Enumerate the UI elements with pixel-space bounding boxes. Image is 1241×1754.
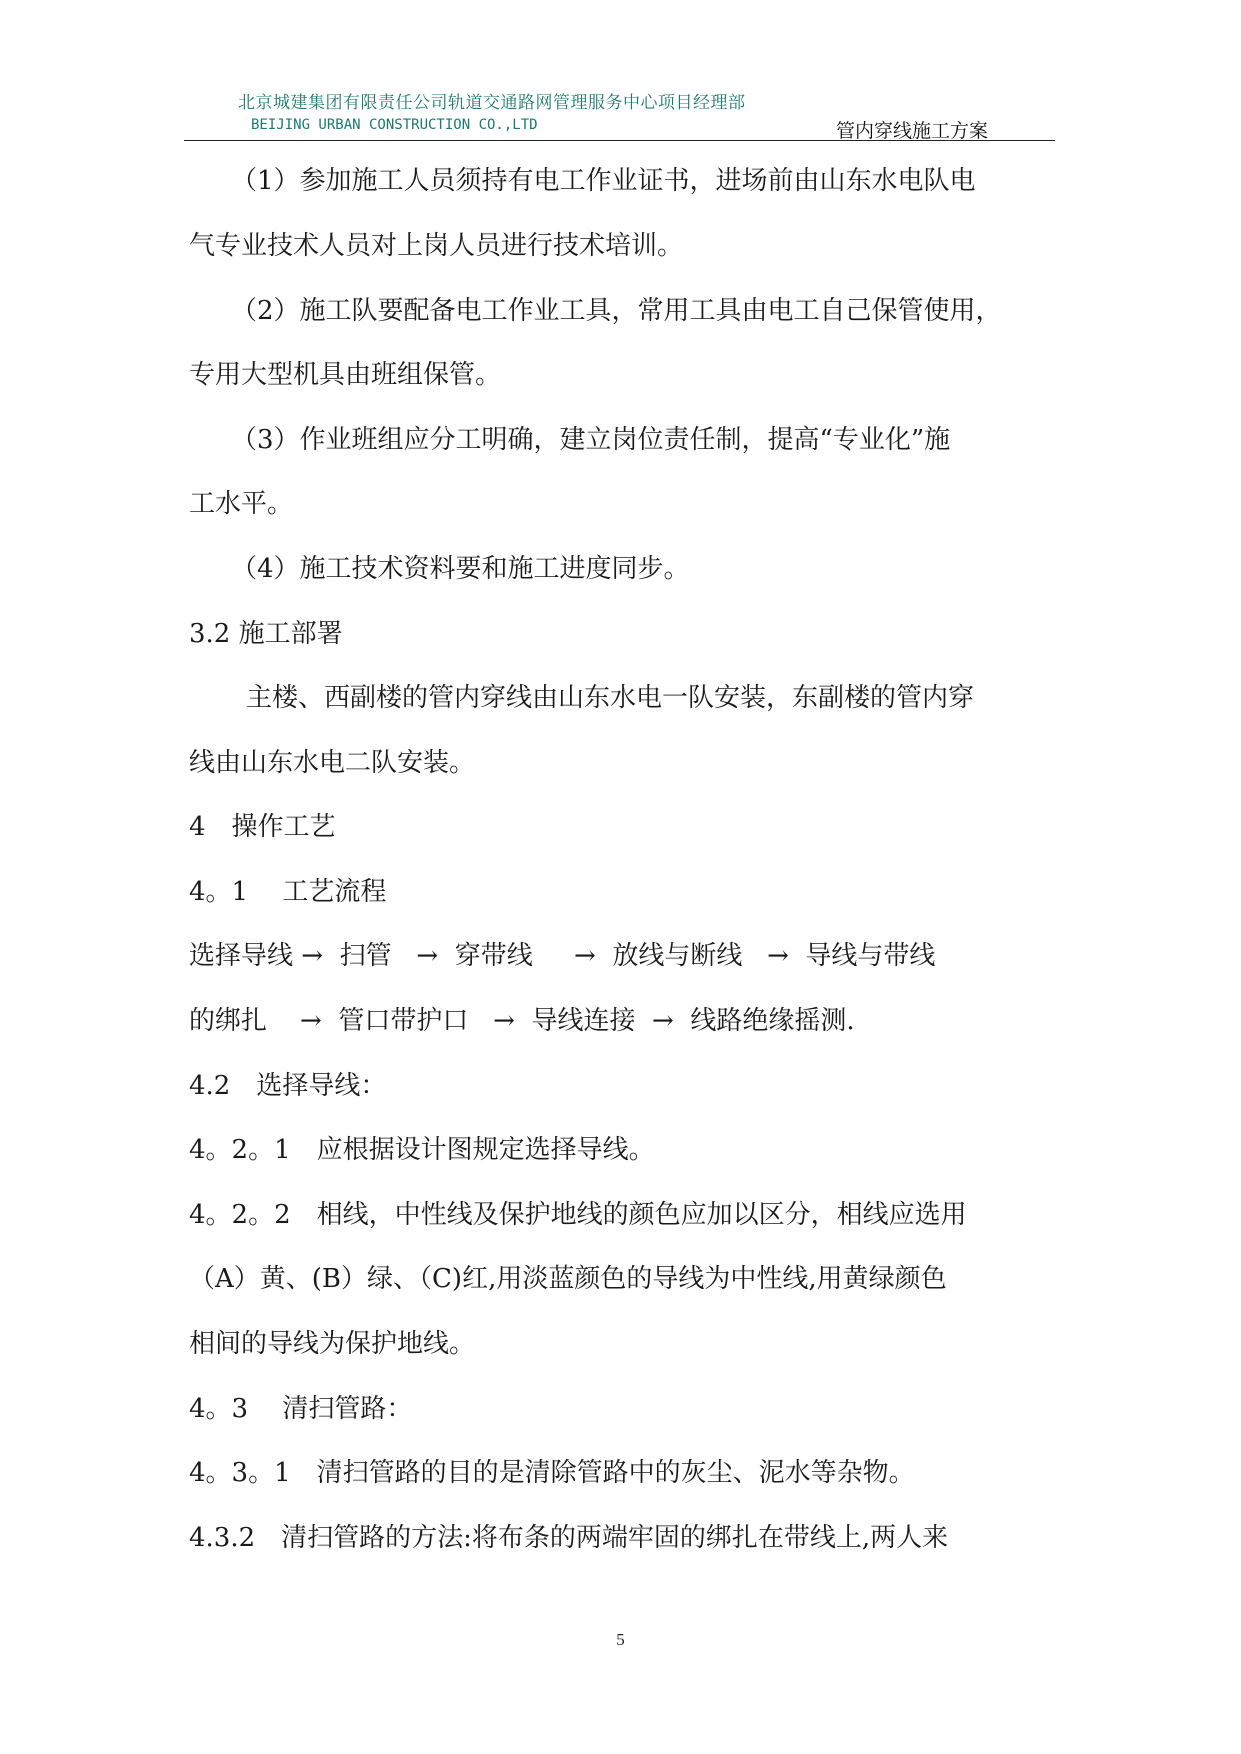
section-heading: 4。3 清扫管路： <box>189 1394 413 1424</box>
body-line: （1）参加施工人员须持有电工作业证书，进场前由山东水电队电 <box>231 166 976 196</box>
process-flow-line: 的绑扎 → 管口带护口 → 导线连接 → 线路绝缘摇测. <box>189 1006 855 1036</box>
body-line: （A）黄、(B）绿、（C)红,用淡蓝颜色的导线为中性线,用黄绿颜色 <box>189 1264 947 1294</box>
body-line: 专用大型机具由班组保管。 <box>189 360 502 390</box>
header-org-cn: 北京城建集团有限责任公司轨道交通路网管理服务中心项目经理部 <box>238 93 746 113</box>
body-line: （4）施工技术资料要和施工进度同步。 <box>231 554 690 584</box>
section-heading: 4.2 选择导线： <box>189 1071 387 1101</box>
body-line: 线由山东水电二队安装。 <box>189 748 476 778</box>
body-line: （3）作业班组应分工明确，建立岗位责任制，提高“专业化”施 <box>231 425 951 455</box>
body-line: （2）施工队要配备电工作业工具，常用工具由电工自己保管使用， <box>231 296 1002 326</box>
header-doc-title: 管内穿线施工方案 <box>836 120 989 142</box>
section-heading: 3.2 施工部署 <box>189 619 343 649</box>
page-number: 5 <box>616 1630 625 1649</box>
body-line: 相间的导线为保护地线。 <box>189 1329 476 1359</box>
body-line: 主楼、西副楼的管内穿线由山东水电一队安装，东副楼的管内穿 <box>246 683 975 713</box>
header-org-en: BEIJING URBAN CONSTRUCTION CO.,LTD <box>251 117 538 133</box>
body-line: 气专业技术人员对上岗人员进行技术培训。 <box>189 231 684 261</box>
section-heading: 4。1 工艺流程 <box>189 877 387 907</box>
body-line: 4。2。1 应根据设计图规定选择导线。 <box>189 1135 655 1165</box>
process-flow-line: 选择导线 → 扫管 → 穿带线 → 放线与断线 → 导线与带线 <box>189 941 936 971</box>
section-heading: 4 操作工艺 <box>189 812 336 842</box>
body-line: 工水平。 <box>189 489 294 519</box>
body-line: 4。3。1 清扫管路的目的是清除管路中的灰尘、泥水等杂物。 <box>189 1458 915 1488</box>
body-line: 4.3.2 清扫管路的方法:将布条的两端牢固的绑扎在带线上,两人来 <box>189 1523 949 1553</box>
body-line: 4。2。2 相线，中性线及保护地线的颜色应加以区分，相线应选用 <box>189 1200 967 1230</box>
header-rule <box>184 140 1055 141</box>
